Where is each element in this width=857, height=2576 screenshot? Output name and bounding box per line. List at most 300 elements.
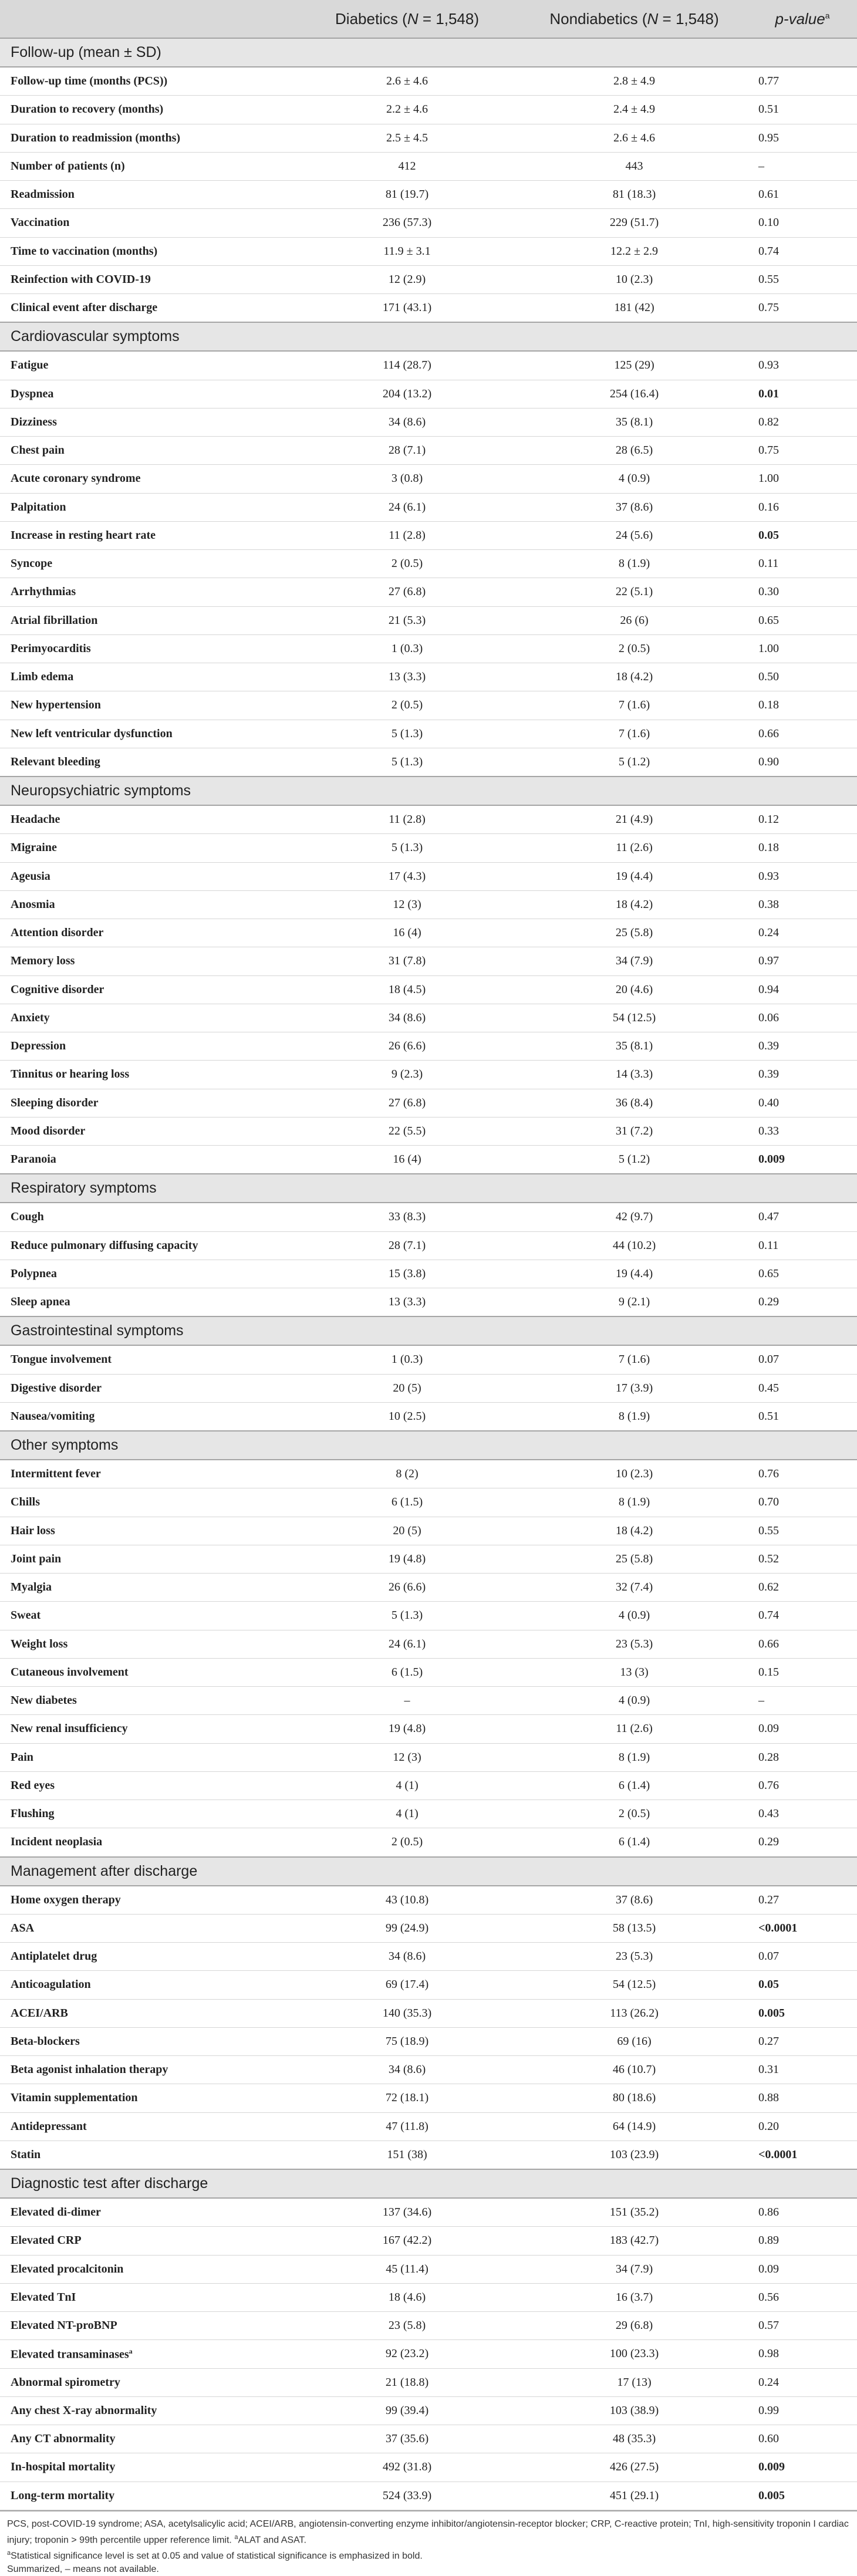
p-value: 0.33 [748, 1117, 857, 1145]
row-label: Atrial fibrillation [0, 606, 293, 634]
table-row [0, 1971, 857, 1999]
diabetics-value: 75 (18.9) [293, 2027, 521, 2055]
table-body [0, 38, 857, 2510]
p-value: <0.0001 [748, 1914, 857, 1942]
row-label: Acute coronary syndrome [0, 465, 293, 493]
nondiabetics-value: 181 (42) [521, 294, 748, 323]
diabetics-value: 19 (4.8) [293, 1545, 521, 1573]
diabetics-value: 11 (2.8) [293, 521, 521, 549]
row-label: Abnormal spirometry [0, 2368, 293, 2396]
table-row [0, 1828, 857, 1857]
row-label: Cutaneous involvement [0, 1658, 293, 1686]
table-row [0, 67, 857, 96]
section-title: Respiratory symptoms [0, 1174, 857, 1203]
table-row [0, 2396, 857, 2425]
p-value: 0.05 [748, 1971, 857, 1999]
row-label: Polypnea [0, 1260, 293, 1288]
diabetics-value: 8 (2) [293, 1460, 521, 1488]
nondiabetics-value: 125 (29) [521, 351, 748, 380]
row-label: Beta-blockers [0, 2027, 293, 2055]
row-label: Beta agonist inhalation therapy [0, 2056, 293, 2084]
diabetics-value: 114 (28.7) [293, 351, 521, 380]
p-value: 0.10 [748, 209, 857, 237]
section-header-row [0, 1857, 857, 1886]
nondiabetics-value: 19 (4.4) [521, 862, 748, 890]
diabetics-value: 99 (39.4) [293, 2396, 521, 2425]
diabetics-value: 27 (6.8) [293, 1089, 521, 1117]
p-value: 0.65 [748, 606, 857, 634]
diabetics-value: 5 (1.3) [293, 834, 521, 862]
section-title: Gastrointestinal symptoms [0, 1316, 857, 1345]
diabetics-value: 6 (1.5) [293, 1488, 521, 1517]
table-row [0, 1032, 857, 1061]
diabetics-value: 4 (1) [293, 1771, 521, 1800]
nondiabetics-value: 2.6 ± 4.6 [521, 124, 748, 152]
nondiabetics-value: 31 (7.2) [521, 1117, 748, 1145]
diabetics-value: 137 (34.6) [293, 2198, 521, 2227]
diabetics-value: 1 (0.3) [293, 1345, 521, 1374]
diabetics-value: 43 (10.8) [293, 1886, 521, 1915]
diabetics-value: 26 (6.6) [293, 1574, 521, 1602]
table-row [0, 2482, 857, 2510]
table-row [0, 862, 857, 890]
row-label: Incident neoplasia [0, 1828, 293, 1857]
nondiabetics-value: 54 (12.5) [521, 1971, 748, 1999]
nondiabetics-value: 2.4 ± 4.9 [521, 96, 748, 124]
row-label: Hair loss [0, 1517, 293, 1545]
p-value: 0.55 [748, 1517, 857, 1545]
section-header-row [0, 322, 857, 351]
diabetics-value: 11.9 ± 3.1 [293, 237, 521, 265]
row-label: Cough [0, 1203, 293, 1231]
table-row [0, 1602, 857, 1630]
row-label: Long-term mortality [0, 2482, 293, 2510]
nondiabetics-value: 34 (7.9) [521, 947, 748, 975]
diabetics-value: 33 (8.3) [293, 1203, 521, 1231]
table-row [0, 2312, 857, 2340]
table-row [0, 2056, 857, 2084]
row-label: Sweat [0, 1602, 293, 1630]
diabetics-value: 72 (18.1) [293, 2084, 521, 2112]
p-value: 0.27 [748, 1886, 857, 1915]
table-row [0, 2112, 857, 2141]
table-row [0, 2084, 857, 2112]
table-row [0, 1203, 857, 1231]
p-value: 0.97 [748, 947, 857, 975]
row-label: Ageusia [0, 862, 293, 890]
table-row [0, 834, 857, 862]
nondiabetics-value: 2.8 ± 4.9 [521, 67, 748, 96]
nondiabetics-value: 44 (10.2) [521, 1231, 748, 1260]
p-value: 0.89 [748, 2227, 857, 2255]
section-title: Neuropsychiatric symptoms [0, 776, 857, 805]
p-value: 0.18 [748, 834, 857, 862]
table-row [0, 1146, 857, 1174]
diabetics-value: 19 (4.8) [293, 1715, 521, 1743]
p-value: 0.51 [748, 1402, 857, 1431]
nondiabetics-value: 8 (1.9) [521, 1743, 748, 1771]
nondiabetics-value: 23 (5.3) [521, 1943, 748, 1971]
row-label: Tinnitus or hearing loss [0, 1061, 293, 1089]
nondiabetics-value: 12.2 ± 2.9 [521, 237, 748, 265]
section-header-row [0, 1431, 857, 1460]
footnote-summary: Summarized, – means not available. [7, 2564, 159, 2575]
diabetics-value: 524 (33.9) [293, 2482, 521, 2510]
diabetics-value: 16 (4) [293, 919, 521, 947]
section-header-row [0, 776, 857, 805]
header-nondiabetics: Nondiabetics (N = 1,548) [521, 0, 748, 38]
diabetics-value: 69 (17.4) [293, 1971, 521, 1999]
diabetics-value: 12 (3) [293, 890, 521, 919]
table-row [0, 181, 857, 209]
row-label: Elevated CRP [0, 2227, 293, 2255]
diabetics-value: 15 (3.8) [293, 1260, 521, 1288]
row-label: New renal insufficiency [0, 1715, 293, 1743]
row-label: Mood disorder [0, 1117, 293, 1145]
row-label: Any CT abnormality [0, 2425, 293, 2453]
nondiabetics-value: 22 (5.1) [521, 578, 748, 606]
diabetics-value: 45 (11.4) [293, 2255, 521, 2283]
diabetics-value: 6 (1.5) [293, 1658, 521, 1686]
table-row [0, 1288, 857, 1317]
p-value: 0.24 [748, 2368, 857, 2396]
nondiabetics-value: 451 (29.1) [521, 2482, 748, 2510]
p-value: 0.39 [748, 1032, 857, 1061]
p-value: 0.93 [748, 351, 857, 380]
diabetics-value: 92 (23.2) [293, 2340, 521, 2368]
p-value: 0.66 [748, 720, 857, 748]
p-value: 0.99 [748, 2396, 857, 2425]
nondiabetics-value: 100 (23.3) [521, 2340, 748, 2368]
p-value: 0.62 [748, 1574, 857, 1602]
nondiabetics-value: 7 (1.6) [521, 1345, 748, 1374]
row-label: Palpitation [0, 493, 293, 521]
row-label: Follow-up time (months (PCS)) [0, 67, 293, 96]
nondiabetics-value: 6 (1.4) [521, 1771, 748, 1800]
nondiabetics-value: 37 (8.6) [521, 1886, 748, 1915]
nondiabetics-value: 54 (12.5) [521, 1004, 748, 1032]
row-label: Depression [0, 1032, 293, 1061]
row-label: Anxiety [0, 1004, 293, 1032]
table-row [0, 1345, 857, 1374]
diabetics-value: 13 (3.3) [293, 1288, 521, 1317]
p-value: 0.98 [748, 2340, 857, 2368]
table-row [0, 209, 857, 237]
nondiabetics-value: 5 (1.2) [521, 748, 748, 776]
table-row [0, 578, 857, 606]
p-value: 0.30 [748, 578, 857, 606]
table-row [0, 1402, 857, 1431]
p-value: 1.00 [748, 465, 857, 493]
nondiabetics-value: 2 (0.5) [521, 1800, 748, 1828]
table-row [0, 919, 857, 947]
table-row [0, 1488, 857, 1517]
nondiabetics-value: 34 (7.9) [521, 2255, 748, 2283]
row-label: Reinfection with COVID-19 [0, 265, 293, 293]
row-label: Attention disorder [0, 919, 293, 947]
table-row [0, 465, 857, 493]
row-label: Duration to recovery (months) [0, 96, 293, 124]
table-row [0, 947, 857, 975]
section-header-row [0, 1316, 857, 1345]
table-row [0, 521, 857, 549]
nondiabetics-value: 26 (6) [521, 606, 748, 634]
diabetics-value: 18 (4.5) [293, 975, 521, 1004]
row-label: Anticoagulation [0, 1971, 293, 1999]
table-row [0, 2340, 857, 2368]
diabetics-value: 412 [293, 152, 521, 180]
row-label: Sleep apnea [0, 1288, 293, 1317]
table-row [0, 237, 857, 265]
nondiabetics-value: 8 (1.9) [521, 550, 748, 578]
p-value: 0.51 [748, 96, 857, 124]
row-label: Readmission [0, 181, 293, 209]
p-value: 0.74 [748, 237, 857, 265]
row-label: Reduce pulmonary diffusing capacity [0, 1231, 293, 1260]
nondiabetics-value: 103 (38.9) [521, 2396, 748, 2425]
p-value: 0.90 [748, 748, 857, 776]
table-row [0, 1004, 857, 1032]
table-row [0, 96, 857, 124]
nondiabetics-value: 11 (2.6) [521, 1715, 748, 1743]
p-value: 0.01 [748, 380, 857, 408]
table-row [0, 1517, 857, 1545]
nondiabetics-value: 426 (27.5) [521, 2453, 748, 2482]
row-label: Dyspnea [0, 380, 293, 408]
nondiabetics-value: 7 (1.6) [521, 720, 748, 748]
diabetics-value: 16 (4) [293, 1146, 521, 1174]
row-label: Antidepressant [0, 2112, 293, 2141]
table-row [0, 2227, 857, 2255]
row-label: ASA [0, 1914, 293, 1942]
diabetics-value: 21 (5.3) [293, 606, 521, 634]
row-label: Tongue involvement [0, 1345, 293, 1374]
diabetics-value: 31 (7.8) [293, 947, 521, 975]
p-value: 0.77 [748, 67, 857, 96]
nondiabetics-value: 4 (0.9) [521, 1687, 748, 1715]
p-value: 0.52 [748, 1545, 857, 1573]
nondiabetics-value: 37 (8.6) [521, 493, 748, 521]
table-row [0, 748, 857, 776]
row-label: ACEI/ARB [0, 1999, 293, 2027]
row-label: Joint pain [0, 1545, 293, 1573]
nondiabetics-value: 254 (16.4) [521, 380, 748, 408]
nondiabetics-value: 17 (3.9) [521, 1374, 748, 1402]
table-row [0, 1374, 857, 1402]
table-row [0, 1771, 857, 1800]
p-value: 0.24 [748, 919, 857, 947]
nondiabetics-value: 32 (7.4) [521, 1574, 748, 1602]
table-row [0, 1914, 857, 1942]
nondiabetics-value: 36 (8.4) [521, 1089, 748, 1117]
nondiabetics-value: 25 (5.8) [521, 919, 748, 947]
p-value: 0.07 [748, 1943, 857, 1971]
table-row [0, 975, 857, 1004]
table-row [0, 2198, 857, 2227]
table-row [0, 1800, 857, 1828]
p-value: 0.57 [748, 2312, 857, 2340]
table-row [0, 2425, 857, 2453]
table-row [0, 1574, 857, 1602]
row-label: Migraine [0, 834, 293, 862]
table-row [0, 2453, 857, 2482]
section-title: Diagnostic test after discharge [0, 2169, 857, 2198]
p-value: 0.76 [748, 1460, 857, 1488]
nondiabetics-value: 80 (18.6) [521, 2084, 748, 2112]
table-row [0, 2283, 857, 2311]
nondiabetics-value: 7 (1.6) [521, 691, 748, 720]
p-value: 0.45 [748, 1374, 857, 1402]
nondiabetics-value: 113 (26.2) [521, 1999, 748, 2027]
row-label: In-hospital mortality [0, 2453, 293, 2482]
diabetics-value: 20 (5) [293, 1517, 521, 1545]
p-value: 0.11 [748, 550, 857, 578]
p-value: 0.29 [748, 1828, 857, 1857]
table-row [0, 550, 857, 578]
diabetics-value: 28 (7.1) [293, 1231, 521, 1260]
nondiabetics-value: 28 (6.5) [521, 437, 748, 465]
table-row [0, 1231, 857, 1260]
diabetics-value: 12 (2.9) [293, 265, 521, 293]
table-row [0, 663, 857, 691]
table-row [0, 294, 857, 323]
row-label: Vitamin supplementation [0, 2084, 293, 2112]
diabetics-value: 492 (31.8) [293, 2453, 521, 2482]
table-row [0, 1743, 857, 1771]
diabetics-value: 151 (38) [293, 2141, 521, 2169]
diabetics-value: 27 (6.8) [293, 578, 521, 606]
diabetics-value: 21 (18.8) [293, 2368, 521, 2396]
nondiabetics-value: 183 (42.7) [521, 2227, 748, 2255]
diabetics-value: 9 (2.3) [293, 1061, 521, 1089]
nondiabetics-value: 23 (5.3) [521, 1630, 748, 1658]
table-row [0, 634, 857, 663]
p-value: 0.94 [748, 975, 857, 1004]
diabetics-value: 34 (8.6) [293, 1943, 521, 1971]
header-row [0, 0, 857, 38]
nondiabetics-value: 69 (16) [521, 2027, 748, 2055]
p-value: 0.16 [748, 493, 857, 521]
diabetics-value: 5 (1.3) [293, 748, 521, 776]
diabetics-value: 17 (4.3) [293, 862, 521, 890]
row-label: New diabetes [0, 1687, 293, 1715]
diabetics-value: 20 (5) [293, 1374, 521, 1402]
row-label: Any chest X-ray abnormality [0, 2396, 293, 2425]
diabetics-value: 5 (1.3) [293, 720, 521, 748]
diabetics-value: 204 (13.2) [293, 380, 521, 408]
p-value: 0.65 [748, 1260, 857, 1288]
diabetics-value: 22 (5.5) [293, 1117, 521, 1145]
diabetics-value: 81 (19.7) [293, 181, 521, 209]
p-value: 0.75 [748, 294, 857, 323]
diabetics-value: 2 (0.5) [293, 691, 521, 720]
p-value: 0.20 [748, 2112, 857, 2141]
section-title: Cardiovascular symptoms [0, 322, 857, 351]
p-value: – [748, 1687, 857, 1715]
p-value: 0.82 [748, 408, 857, 436]
section-header-row [0, 38, 857, 67]
table-row [0, 437, 857, 465]
diabetics-value: 10 (2.5) [293, 1402, 521, 1431]
table-row [0, 2027, 857, 2055]
row-label: Number of patients (n) [0, 152, 293, 180]
diabetics-value: 28 (7.1) [293, 437, 521, 465]
p-value: <0.0001 [748, 2141, 857, 2169]
row-label: Paranoia [0, 1146, 293, 1174]
diabetics-value: 3 (0.8) [293, 465, 521, 493]
row-label: New left ventricular dysfunction [0, 720, 293, 748]
row-label: Chills [0, 1488, 293, 1517]
row-label: Duration to readmission (months) [0, 124, 293, 152]
section-title: Other symptoms [0, 1431, 857, 1460]
p-value: 0.70 [748, 1488, 857, 1517]
section-title: Follow-up (mean ± SD) [0, 38, 857, 67]
p-value: 0.06 [748, 1004, 857, 1032]
nondiabetics-value: 20 (4.6) [521, 975, 748, 1004]
diabetics-value: 13 (3.3) [293, 663, 521, 691]
p-value: 0.88 [748, 2084, 857, 2112]
header-diabetics: Diabetics (N = 1,548) [293, 0, 521, 38]
p-value: 0.86 [748, 2198, 857, 2227]
row-label: Pain [0, 1743, 293, 1771]
p-value: 0.95 [748, 124, 857, 152]
diabetics-value: 236 (57.3) [293, 209, 521, 237]
nondiabetics-value: 21 (4.9) [521, 805, 748, 834]
p-value: 0.09 [748, 1715, 857, 1743]
row-label: Elevated NT-proBNP [0, 2312, 293, 2340]
diabetics-value: 99 (24.9) [293, 1914, 521, 1942]
p-value: 0.60 [748, 2425, 857, 2453]
nondiabetics-value: 58 (13.5) [521, 1914, 748, 1942]
section-header-row [0, 2169, 857, 2198]
p-value: 0.61 [748, 181, 857, 209]
diabetics-value: 24 (6.1) [293, 1630, 521, 1658]
row-label: Elevated transaminases$^a$ [0, 2340, 293, 2368]
nondiabetics-value: 5 (1.2) [521, 1146, 748, 1174]
p-value: 0.74 [748, 1602, 857, 1630]
table-row [0, 408, 857, 436]
table-row [0, 1715, 857, 1743]
diabetics-value: 23 (5.8) [293, 2312, 521, 2340]
nondiabetics-value: 48 (35.3) [521, 2425, 748, 2453]
diabetics-value: 2 (0.5) [293, 1828, 521, 1857]
table-row [0, 1999, 857, 2027]
row-label: Fatigue [0, 351, 293, 380]
nondiabetics-value: 17 (13) [521, 2368, 748, 2396]
nondiabetics-value: 13 (3) [521, 1658, 748, 1686]
row-label: Anosmia [0, 890, 293, 919]
p-value: 0.50 [748, 663, 857, 691]
row-label: New hypertension [0, 691, 293, 720]
nondiabetics-value: 64 (14.9) [521, 2112, 748, 2141]
p-value: 0.39 [748, 1061, 857, 1089]
diabetics-value: 37 (35.6) [293, 2425, 521, 2453]
table-row [0, 691, 857, 720]
p-value: 0.75 [748, 437, 857, 465]
nondiabetics-value: 10 (2.3) [521, 265, 748, 293]
table-row [0, 380, 857, 408]
p-value: 0.05 [748, 521, 857, 549]
diabetics-value: 140 (35.3) [293, 1999, 521, 2027]
nondiabetics-value: 46 (10.7) [521, 2056, 748, 2084]
row-label: Antiplatelet drug [0, 1943, 293, 1971]
nondiabetics-value: 16 (3.7) [521, 2283, 748, 2311]
diabetics-value: 2.6 ± 4.6 [293, 67, 521, 96]
section-header-row [0, 1174, 857, 1203]
nondiabetics-value: 8 (1.9) [521, 1488, 748, 1517]
p-value: 0.11 [748, 1231, 857, 1260]
header-p-value: p-value$^a$ [748, 0, 857, 38]
